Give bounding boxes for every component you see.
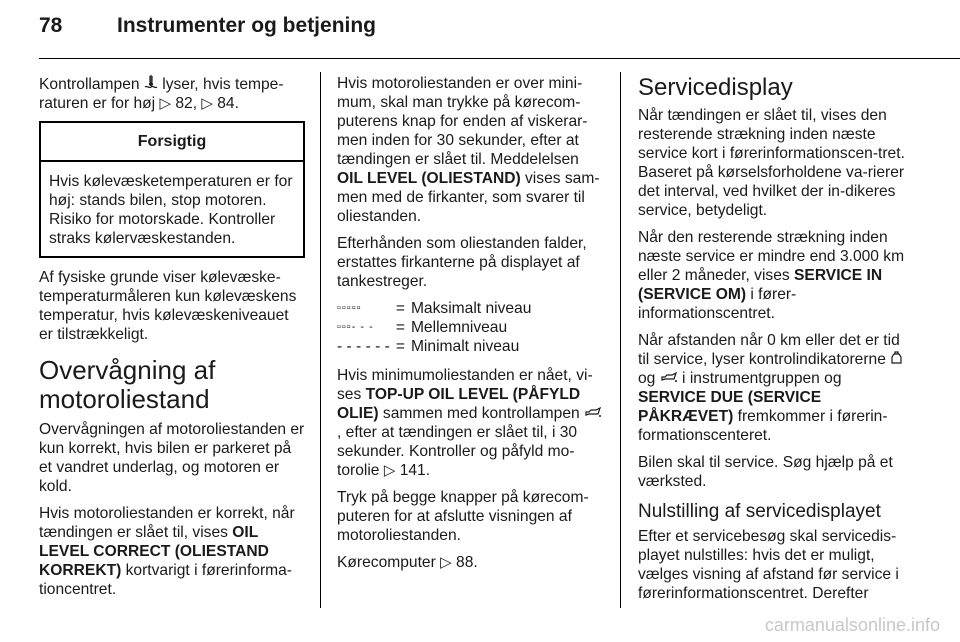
section-title-reset-service-display: Nulstilling af servicedisplayet (638, 501, 881, 522)
warning-text: Hvis kølevæsketemperaturen er for høj: stands bilen, stop motoren. Risiko for motorskade. Kontroller straks kølervæskestanden. (49, 173, 293, 247)
watermark: carmanualsonline.info (764, 615, 940, 635)
column-1 (39, 74, 305, 607)
column-divider-1 (320, 72, 321, 608)
oil-falling-paragraph: Efterhånden som oliestanden falder, erstattes firkanterne på displayet af tankestreger. (337, 235, 587, 290)
exit-oil-display-paragraph: Tryk på begge knapper på kørecom-puteren for at afslutte visningen af motoroliestanden. (337, 489, 589, 544)
service-display-intro: Når tændingen er slået til, vises den resterende strækning inden næste service kort i førerinformationscen-tret. Baseret på kørselsforholdene va-rierer det interval, ved hvilket der in-dikeres service, betydeligt. (638, 107, 905, 219)
wrench-service-icon (890, 350, 903, 369)
warning-title: Forsigtig (41, 123, 303, 162)
oil-level-correct-paragraph: Hvis motoroliestanden er korrekt, når tændingen er slået til, vises OIL LEVEL CORRECT (OLIESTAND KORREKT) kortvarigt i førerinforma-tioncentret. (39, 505, 295, 598)
coolant-temperature-icon (144, 74, 158, 94)
coolant-gauge-paragraph: Af fysiske grunde viser kølevæske-temperaturmåleren kun kølevæskens temperatur, hvis kølevæskeniveauet er tilstrækkeligt. (39, 269, 297, 343)
column-divider-2 (620, 72, 621, 608)
column-3 (638, 74, 913, 611)
oil-monitoring-paragraph: Overvågningen af motoroliestanden er kun korrekt, hvis bilen er parkeret på et vandret underlag, og motoren er kold. (39, 421, 305, 495)
section-title-oil-monitoring: Overvågning af motoroliestand (39, 355, 216, 414)
page-number: 78 (39, 14, 63, 37)
warning-box (39, 121, 305, 258)
list-item: ▫▫▫▫▫ = Maksimalt niveau (337, 300, 532, 317)
page-reference-arrow-icon[interactable]: ▷ (201, 95, 213, 112)
list-item: ▫▫▫- - - = Mellemniveau (337, 319, 508, 336)
page-header-title: Instrumenter og betjening (117, 14, 377, 37)
column-2 (337, 74, 605, 580)
oil-level-symbol: ▫▫▫▫▫ (337, 302, 362, 314)
list-item: - - - - - - = Minimalt niveau (337, 338, 520, 355)
oil-minimum-paragraph: Hvis minimumoliestanden er nået, vi-ses TOP-UP OIL LEVEL (PÅFYLD OLIE) sammen med kontrollampen , efter at tændingen er slået til, i 30 sekunder. Kontroller og påfyld mo-torolie ▷ 141. (337, 366, 605, 480)
service-due-paragraph: Når afstanden når 0 km eller det er tid til service, lyser kontrolindikatorerne og i instrumentgruppen og SERVICE DUE (SERVICE PÅKRÆVET) fremkommer i førerin-formationscenteret. (638, 331, 913, 445)
section-title-service-display: Servicedisplay (638, 74, 793, 101)
page-reference-arrow-icon[interactable]: ▷ (440, 554, 452, 571)
oil-level-symbol: - - - - - - (337, 338, 390, 355)
header-rule (39, 58, 960, 59)
oil-can-icon (660, 369, 678, 388)
coolant-lamp-paragraph: Kontrollampen lyser, hvis tempe-raturen er for høj ▷ 82, ▷ 84. (39, 76, 284, 112)
oil-level-symbol: ▫▫▫- - - (337, 321, 374, 333)
page-reference-arrow-icon[interactable]: ▷ (383, 462, 396, 479)
service-workshop-paragraph: Bilen skal til service. Søg hjælp på et værksted. (638, 454, 893, 490)
trip-computer-reference: Kørecomputer ▷ 88. (337, 554, 478, 571)
oil-above-minimum-paragraph: Hvis motoroliestanden er over mini-mum, skal man trykke på kørecom-puterens knap for enden af viskerar-men inden for 30 sekunder, efter at tændingen er slået til. Meddelelsen OIL LEVEL (OLIESTAND) vises sam-men med de firkanter, som svarer til oliestanden. (337, 75, 600, 225)
reset-service-paragraph: Efter et servicebesøg skal servicedis-playet nulstilles: hvis det er muligt, vælges visning af afstand før service i førerinformationscentret. Derefter (638, 528, 899, 602)
oil-can-icon (584, 404, 602, 423)
oil-level-legend (337, 299, 537, 356)
service-in-paragraph: Når den resterende strækning inden næste service er mindre end 3.000 km eller 2 måneder, vises SERVICE IN (SERVICE OM) i fører-informationscentret. (638, 229, 905, 322)
page-reference-arrow-icon[interactable]: ▷ (159, 95, 172, 112)
